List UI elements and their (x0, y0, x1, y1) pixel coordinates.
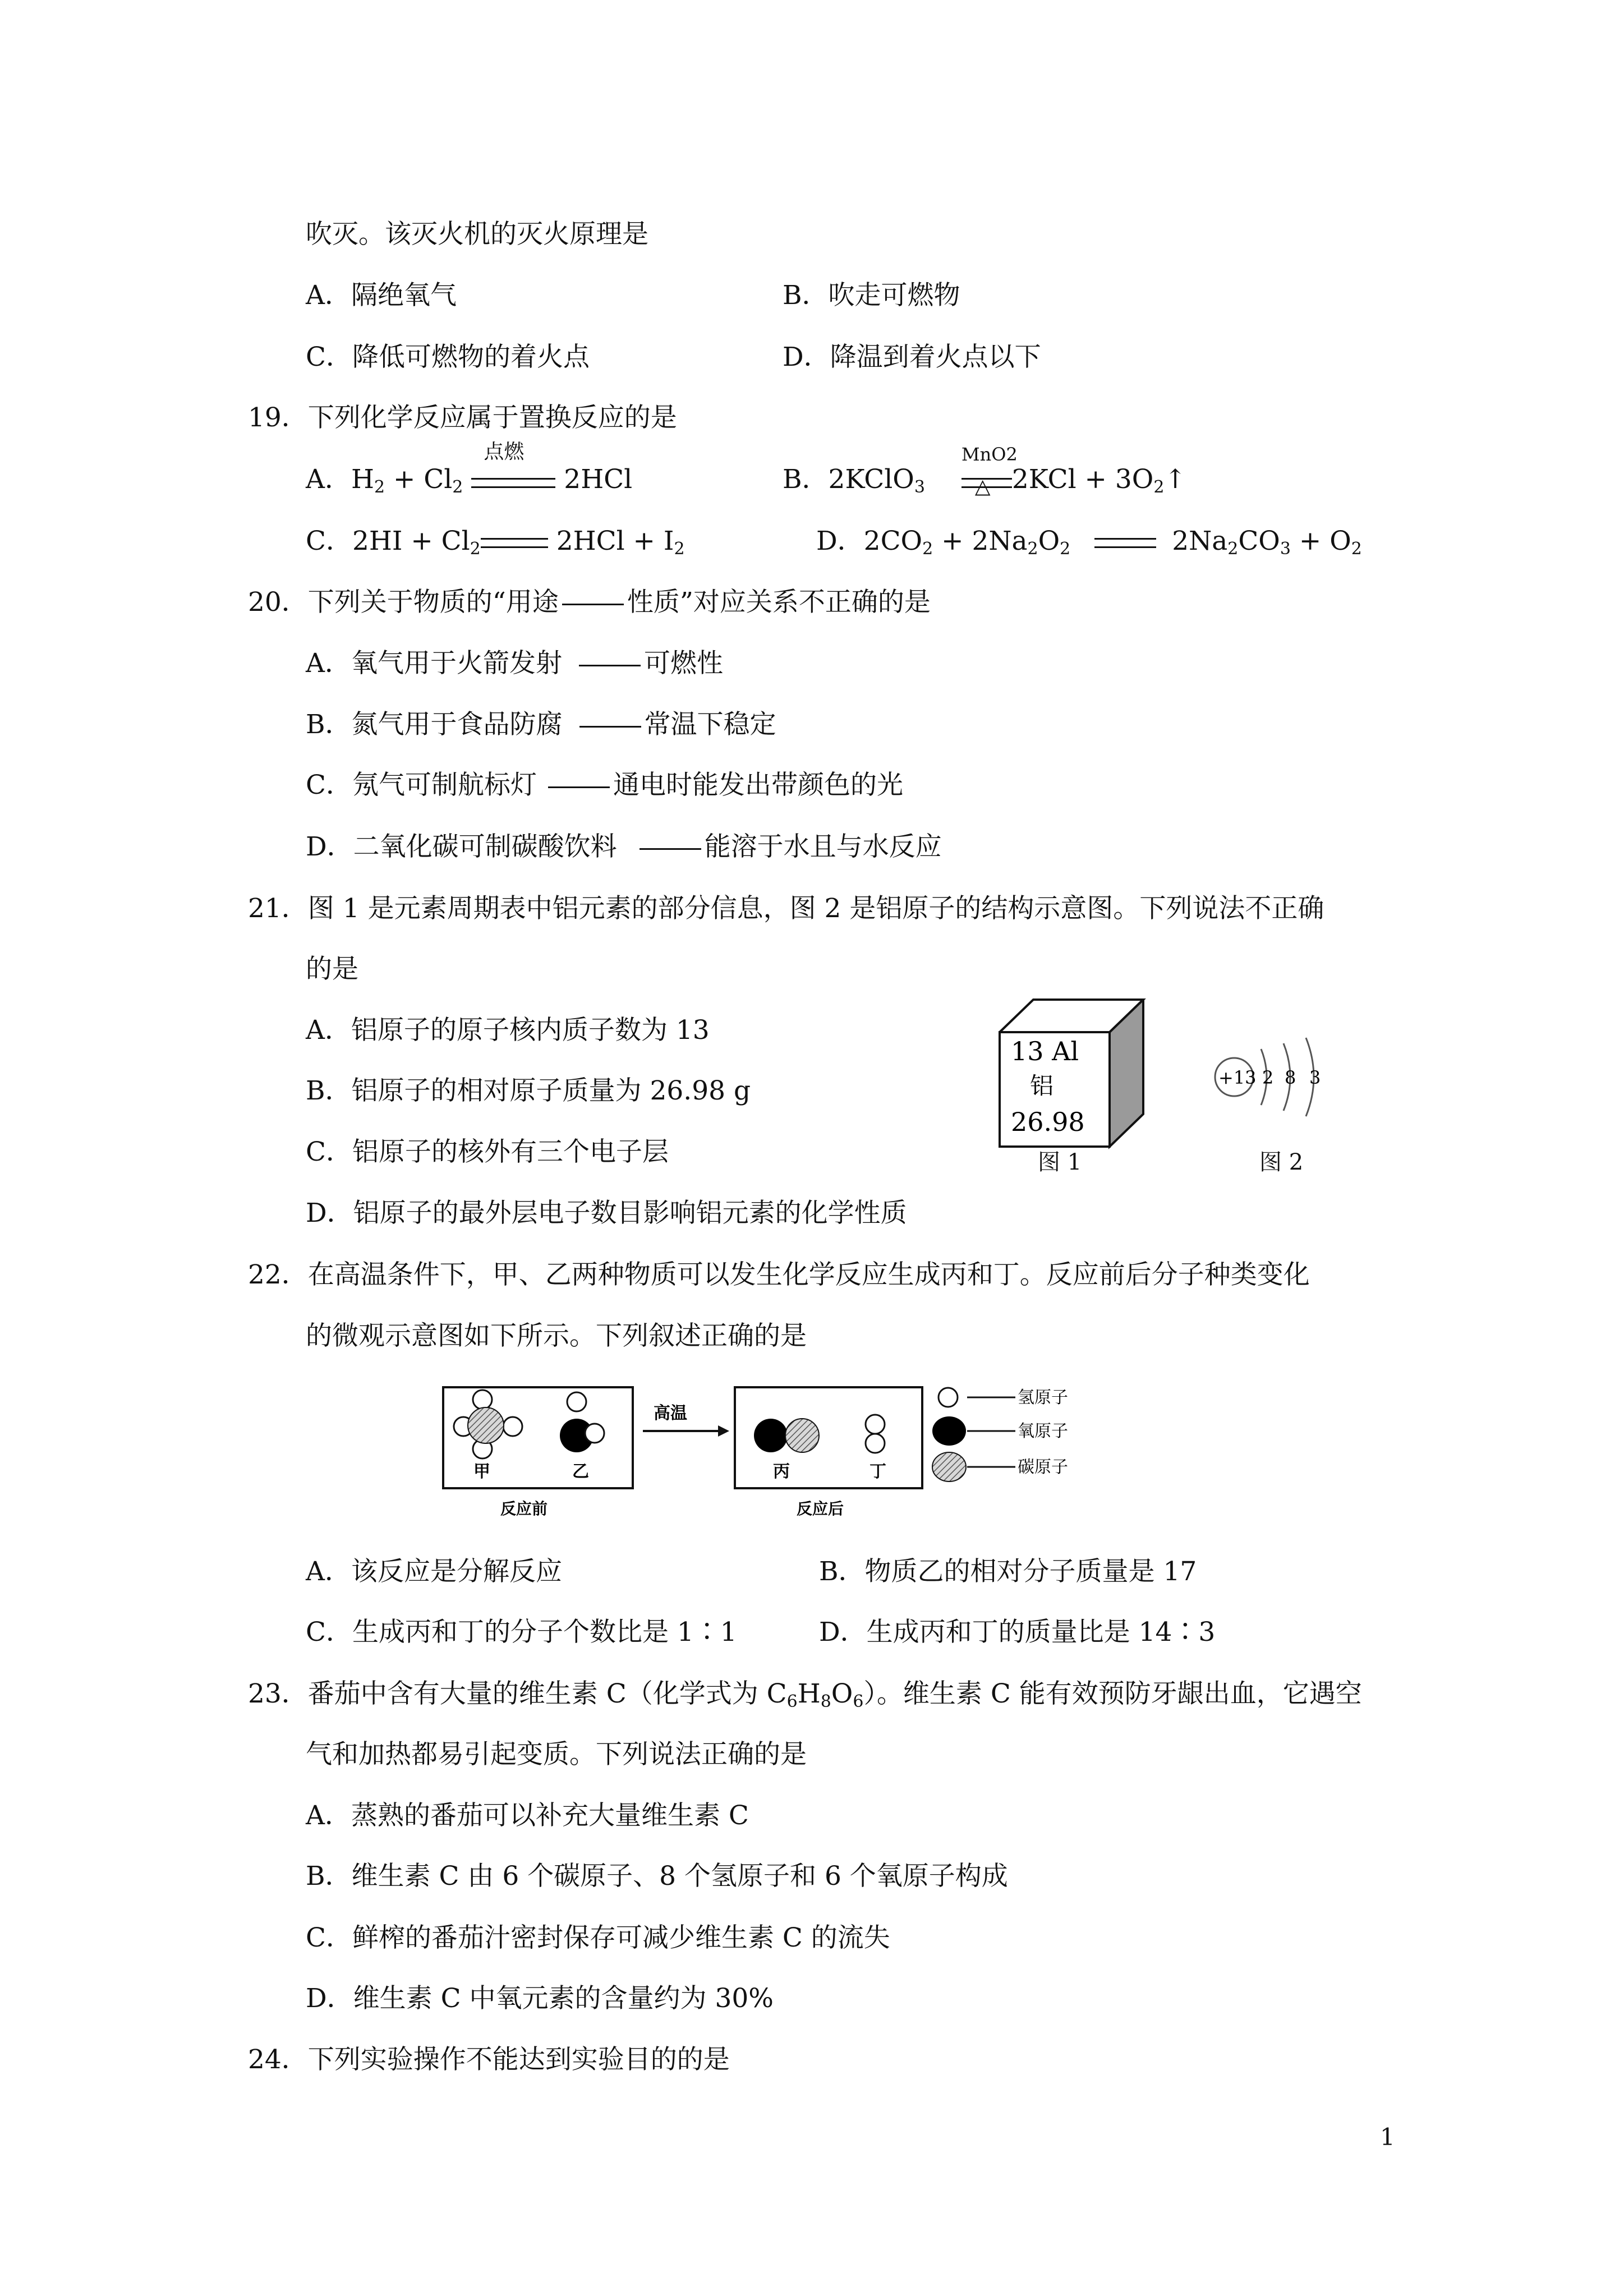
q20-option-b: B．氮气用于食品防腐 常温下稳定 (306, 709, 776, 740)
element-name: 铝 (1030, 1072, 1054, 1099)
q22-option-b: B．物质乙的相对分子质量是 17 (819, 1556, 1197, 1587)
label-high-temperature: 高温 (654, 1404, 687, 1423)
q18-option-a: A．隔绝氧气 (306, 280, 457, 311)
q19-b-equals (961, 444, 1018, 498)
page-number: 1 (1380, 2123, 1395, 2151)
q19-option-a: A．$H_2 + Cl_2$ 点燃 2HCl (306, 440, 633, 497)
q21-option-b: B．铝原子的相对原子质量为 26.98 g (306, 1075, 751, 1106)
q21-option-a: A．铝原子的原子核内质子数为 13 (306, 1015, 710, 1046)
q20-option-c: C．氖气可制航标灯 通电时能发出带颜色的光 (306, 770, 903, 800)
aluminum-element-cell (999, 999, 1150, 1150)
figure-2-caption: 图 2 (1259, 1149, 1304, 1175)
q22-stem-line2: 的微观示意图如下所示。下列叙述正确的是 (306, 1320, 807, 1351)
q19-b-catalyst: MnO2 (961, 444, 1018, 465)
q18-continuation: 吹灭。该灭火机的灭火原理是 (306, 219, 648, 250)
q23-option-a: A．蒸熟的番茄可以补充大量维生素 C (306, 1800, 749, 1831)
legend-carbon: 碳原子 (1018, 1457, 1068, 1477)
label-after: 反应后 (797, 1499, 844, 1518)
q23-stem-line1: 23．番茄中含有大量的维生素 C（化学式为 $C_6H_8O_6$）。维生素 C 能有效预防牙龈出血，它遇空 (248, 1678, 1362, 1711)
q19-stem: 19．下列化学反应属于置换反应的是 (248, 402, 677, 433)
figure-1-caption: 图 1 (1038, 1149, 1082, 1175)
q18-option-b: B．吹走可燃物 (783, 280, 960, 311)
element-symbol-number: 13 Al (1011, 1036, 1079, 1066)
q19-option-c: C．$2HI + Cl_2$ $2HCl + I_2$ (306, 526, 685, 559)
q24-stem: 24．下列实验操作不能达到实验目的的是 (248, 2044, 730, 2075)
q23-option-c: C．鲜榨的番茄汁密封保存可减少维生素 C 的流失 (306, 1922, 890, 1953)
label-bing: 丙 (773, 1462, 790, 1481)
q18-option-c: C．降低可燃物的着火点 (306, 342, 590, 372)
label-yi: 乙 (572, 1462, 589, 1481)
atom-nucleus: +13 (1218, 1067, 1257, 1088)
q20-option-a: A．氧气用于火箭发射 可燃性 (306, 648, 723, 679)
label-ding: 丁 (869, 1462, 886, 1481)
q22-option-a: A．该反应是分解反应 (306, 1556, 562, 1587)
q22-stem-line1: 22．在高温条件下，甲、乙两种物质可以发生化学反应生成丙和丁。反应前后分子种类变化 (248, 1259, 1310, 1290)
label-before: 反应前 (500, 1499, 548, 1518)
q21-stem-line1: 21．图 1 是元素周期表中铝元素的部分信息，图 2 是铝原子的结构示意图。下列说法不正确 (248, 893, 1324, 924)
shell-1-electrons: 2 (1262, 1067, 1274, 1088)
before-box (443, 1387, 633, 1488)
q23-option-d: D．维生素 C 中氧元素的含量约为 30% (306, 1983, 774, 2014)
q21-stem-line2: 的是 (306, 954, 358, 984)
label-jia: 甲 (473, 1462, 490, 1481)
q19-option-b: B．2KClO$_3$ MnO2 △ $2KCl + 3O_2↑$ (783, 444, 1186, 498)
shell-2-electrons: 8 (1285, 1067, 1296, 1088)
legend-oxygen: 氧原子 (1018, 1421, 1068, 1441)
q19-b-heat: △ (974, 475, 991, 498)
q19-a-equals (471, 440, 555, 498)
q18-option-d: D．降温到着火点以下 (783, 342, 1041, 372)
q22-option-d: D．生成丙和丁的质量比是 14∶3 (819, 1617, 1216, 1648)
element-mass: 26.98 (1011, 1107, 1085, 1137)
aluminum-atom-diagram (1206, 1027, 1341, 1128)
legend-hydrogen: 氢原子 (1018, 1388, 1068, 1407)
q22-option-c: C．生成丙和丁的分子个数比是 1∶1 (306, 1617, 737, 1648)
q20-stem: 20．下列关于物质的“用途 性质”对应关系不正确的是 (248, 587, 931, 618)
q21-option-d: D．铝原子的最外层电子数目影响铝元素的化学性质 (306, 1198, 907, 1228)
q23-option-b: B．维生素 C 由 6 个碳原子、8 个氢原子和 6 个氧原子构成 (306, 1861, 1008, 1892)
q23-stem-line2: 气和加热都易引起变质。下列说法正确的是 (306, 1739, 807, 1770)
q19-option-d: D．$2CO_2 + 2Na_2O_2$ $2Na_2CO_3 + O_2$ (816, 526, 1362, 559)
shell-3-electrons: 3 (1309, 1067, 1321, 1088)
q21-option-c: C．铝原子的核外有三个电子层 (306, 1137, 669, 1167)
reaction-micro-diagram (438, 1377, 1111, 1523)
q19-a-condition: 点燃 (484, 440, 525, 463)
q20-option-d: D．二氧化碳可制碳酸饮料 能溶于水且与水反应 (306, 831, 942, 862)
